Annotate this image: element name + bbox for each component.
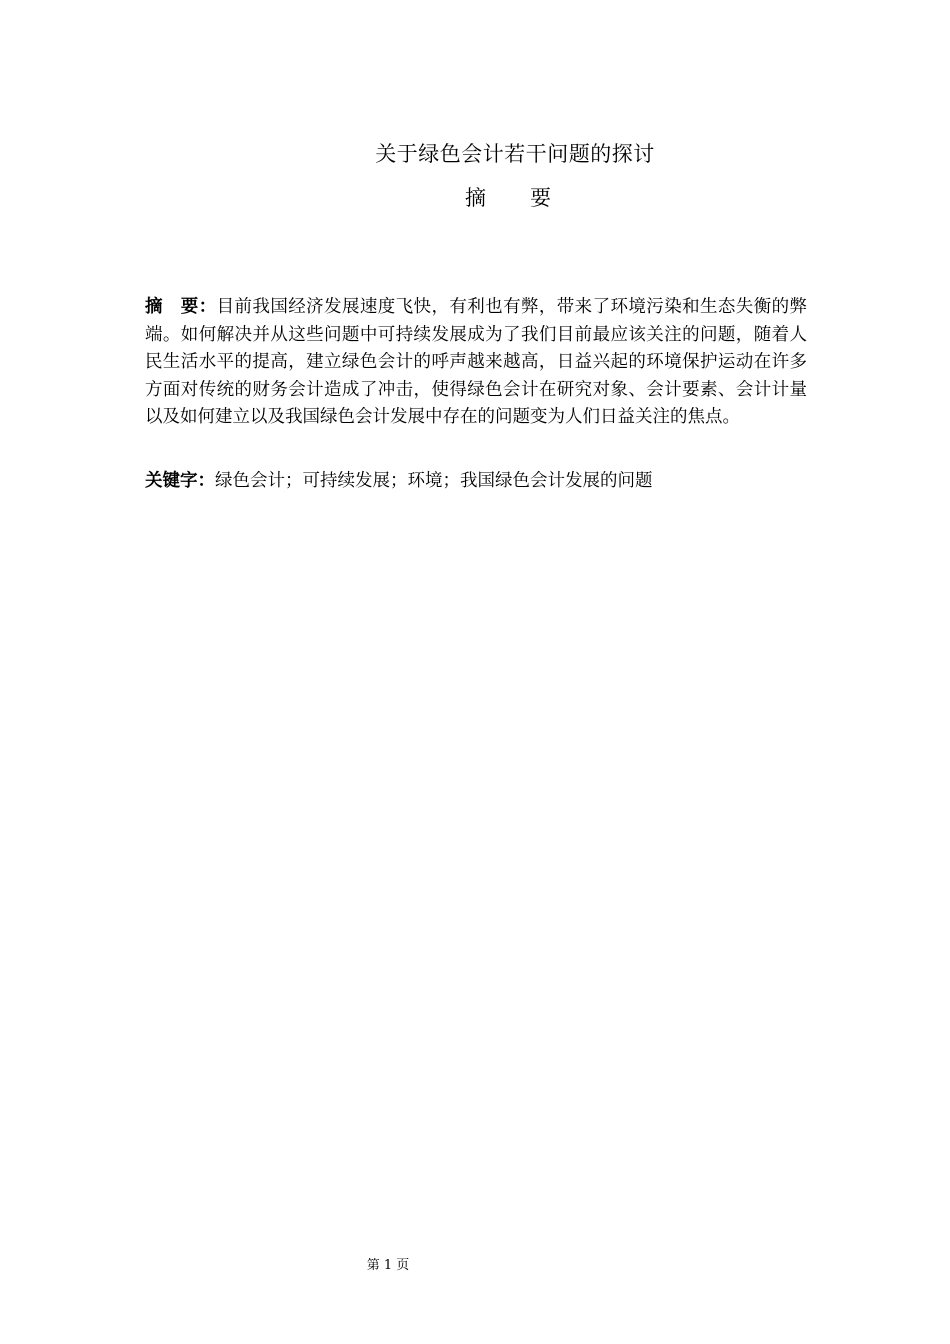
document-title: 关于绿色会计若干问题的探讨	[375, 142, 655, 166]
keywords-line	[145, 468, 807, 496]
abstract-label: 摘 要：	[145, 297, 217, 317]
abstract-heading-char-1: 摘	[465, 186, 486, 210]
page-number: 第 1 页	[366, 1258, 410, 1273]
abstract-heading-char-2: 要	[530, 186, 551, 210]
keywords-label: 关键字：	[145, 471, 215, 491]
abstract-paragraph	[145, 294, 807, 432]
keywords-text: 绿色会计；可持续发展；环境；我国绿色会计发展的问题	[215, 471, 653, 491]
abstract-text: 目前我国经济发展速度飞快，有利也有弊，带来了环境污染和生态失衡的弊端。如何解决并从这些问题中可持续发展成为了我们目前最应该关注的问题，随着人民生活水平的提高，建立绿色会计的呼声越来越高，日益兴起的环境保护运动在许多方面对传统的财务会计造成了冲击，使得绿色会计在研究对象、会计要素、会计计量以及如何建立以及我国绿色会计发展中存在的问题变为人们日益关注的焦点。	[145, 297, 808, 428]
abstract-heading	[0, 182, 950, 212]
